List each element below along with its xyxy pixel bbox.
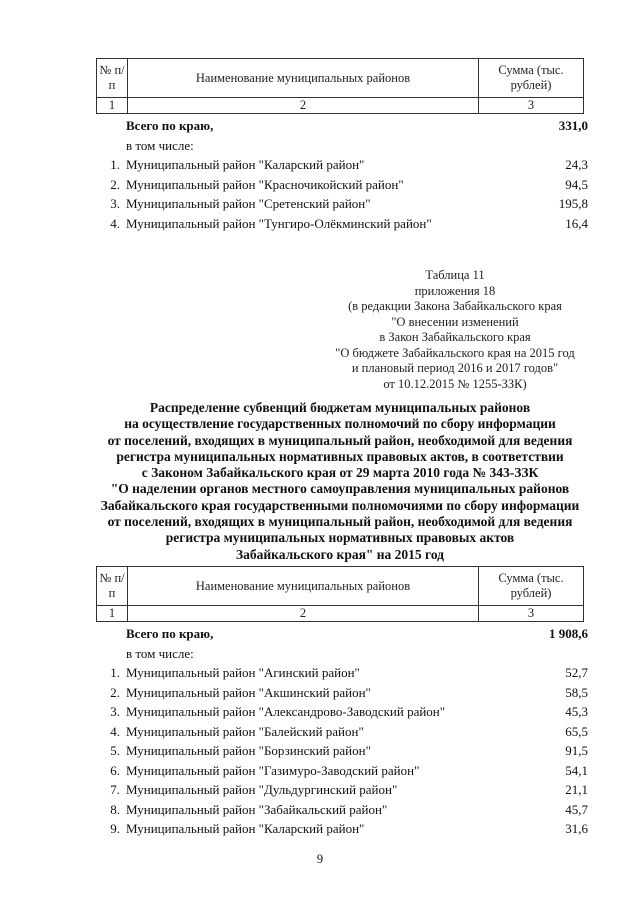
table-row <box>100 214 588 234</box>
row-number: 1. <box>110 157 120 172</box>
annotation-line: Таблица 11 <box>425 268 485 282</box>
total-label: Всего по краю, <box>126 118 214 133</box>
col-index-2: 2 <box>128 606 479 622</box>
row-name: Муниципальный район "Забайкальский район" <box>126 801 388 817</box>
table-row <box>100 741 588 761</box>
table-row <box>100 155 588 175</box>
row-number: 7. <box>110 782 120 797</box>
row-value: 52,7 <box>565 665 588 680</box>
sub-label: в том числе: <box>126 137 194 153</box>
page-number: 9 <box>316 852 324 866</box>
row-value: 65,5 <box>565 723 588 739</box>
col-index-3: 3 <box>479 606 584 622</box>
row-name: Муниципальный район "Дульдургинский район" <box>126 782 398 797</box>
row-name: Муниципальный район "Агинский район" <box>126 665 360 680</box>
col-sum-header: Сумма (тыс. рублей) <box>479 59 584 98</box>
heading-line: Распределение субвенций бюджетам муниципальных районов <box>149 400 531 415</box>
row-number: 2. <box>110 684 120 700</box>
heading-line: с Законом Забайкальского края от 29 марта 2010 года № 343-ЗЗК <box>141 465 539 481</box>
row-number: 2. <box>110 176 120 192</box>
row-number: 8. <box>110 801 120 817</box>
row-name: Муниципальный район "Каларский район" <box>126 821 365 836</box>
total-row <box>100 624 588 644</box>
row-value: 54,1 <box>565 762 588 778</box>
row-value: 31,6 <box>565 821 588 836</box>
row-value: 45,3 <box>565 704 588 719</box>
row-name: Муниципальный район "Газимуро-Заводский район" <box>126 762 420 778</box>
heading-line: от поселений, входящих в муниципальный район, необходимой для ведения <box>107 514 573 530</box>
row-name: Муниципальный район "Красночикойский район" <box>126 176 404 192</box>
table-row <box>100 761 588 781</box>
row-value: 45,7 <box>565 801 588 817</box>
row-number: 4. <box>110 215 120 231</box>
appendix-annotation <box>310 268 600 392</box>
table-row <box>100 702 588 722</box>
table1-body <box>100 116 588 233</box>
total-value: 331,0 <box>558 118 588 133</box>
row-name: Муниципальный район "Александрово-Заводский район" <box>126 704 446 719</box>
table1-header <box>96 58 584 114</box>
row-name: Муниципальный район "Сретенский район" <box>126 196 371 211</box>
col-index-1: 1 <box>97 606 128 622</box>
col-index-2: 2 <box>128 98 479 114</box>
table-row <box>100 819 588 839</box>
row-number: 1. <box>110 665 120 680</box>
table-row <box>100 175 588 195</box>
annotation-line: в Закон Забайкальского края <box>379 330 531 344</box>
table-row <box>100 663 588 683</box>
document-heading <box>80 400 600 563</box>
row-value: 16,4 <box>565 215 588 231</box>
table-row <box>100 194 588 214</box>
table2-body <box>100 624 588 839</box>
row-number: 4. <box>110 723 120 739</box>
annotation-line: "О бюджете Забайкальского края на 2015 год <box>335 345 575 360</box>
sub-label: в том числе: <box>126 645 194 661</box>
heading-line: на осуществление государственных полномочий по сбору информации <box>124 416 556 432</box>
row-name: Муниципальный район "Каларский район" <box>126 157 365 172</box>
col-sum-header: Сумма (тыс. рублей) <box>479 567 584 606</box>
subtotal-label-row <box>100 136 588 156</box>
row-value: 24,3 <box>565 157 588 172</box>
table-row <box>100 800 588 820</box>
total-label: Всего по краю, <box>126 626 214 641</box>
row-number: 3. <box>110 196 120 211</box>
col-name-header: Наименование муниципальных районов <box>128 567 479 606</box>
row-name: Муниципальный район "Акшинский район" <box>126 684 371 700</box>
row-number: 3. <box>110 704 120 719</box>
total-value: 1 908,6 <box>549 626 588 641</box>
row-name: Муниципальный район "Борзинский район" <box>126 743 371 758</box>
row-value: 91,5 <box>565 743 588 758</box>
heading-line: регистра муниципальных нормативных правовых актов, в соответствии <box>116 448 564 464</box>
col-num-header: № п/п <box>97 567 128 606</box>
table-row <box>100 683 588 703</box>
annotation-line: и плановый период 2016 и 2017 годов" <box>351 361 559 375</box>
annotation-line: приложения 18 <box>414 283 496 298</box>
row-name: Муниципальный район "Балейский район" <box>126 723 364 739</box>
heading-line: от поселений, входящих в муниципальный район, необходимой для ведения <box>107 432 573 448</box>
annotation-line: (в редакции Закона Забайкальского края <box>348 299 562 313</box>
heading-line: Забайкальского края" на 2015 год <box>235 546 445 562</box>
row-number: 6. <box>110 762 120 778</box>
col-index-3: 3 <box>479 98 584 114</box>
table-row <box>100 780 588 800</box>
row-value: 58,5 <box>565 684 588 700</box>
heading-line: "О наделении органов местного самоуправления муниципальных районов <box>110 481 570 497</box>
table2-header <box>96 566 584 622</box>
subtotal-label-row <box>100 644 588 664</box>
annotation-line: от 10.12.2015 № 1255-ЗЗК) <box>383 376 527 391</box>
row-number: 5. <box>110 743 120 758</box>
heading-line: Забайкальского края государственными полномочиями по сбору информации <box>100 497 580 513</box>
heading-line: регистра муниципальных нормативных правовых актов <box>165 530 515 546</box>
row-value: 94,5 <box>565 176 588 192</box>
table-row <box>100 722 588 742</box>
col-index-1: 1 <box>97 98 128 114</box>
row-number: 9. <box>110 821 120 836</box>
col-name-header: Наименование муниципальных районов <box>128 59 479 98</box>
row-value: 21,1 <box>565 782 588 797</box>
col-num-header: № п/п <box>97 59 128 98</box>
row-value: 195,8 <box>558 196 588 211</box>
row-name: Муниципальный район "Тунгиро-Олёкминский район" <box>126 215 432 231</box>
annotation-line: "О внесении изменений <box>391 314 519 329</box>
total-row <box>100 116 588 136</box>
